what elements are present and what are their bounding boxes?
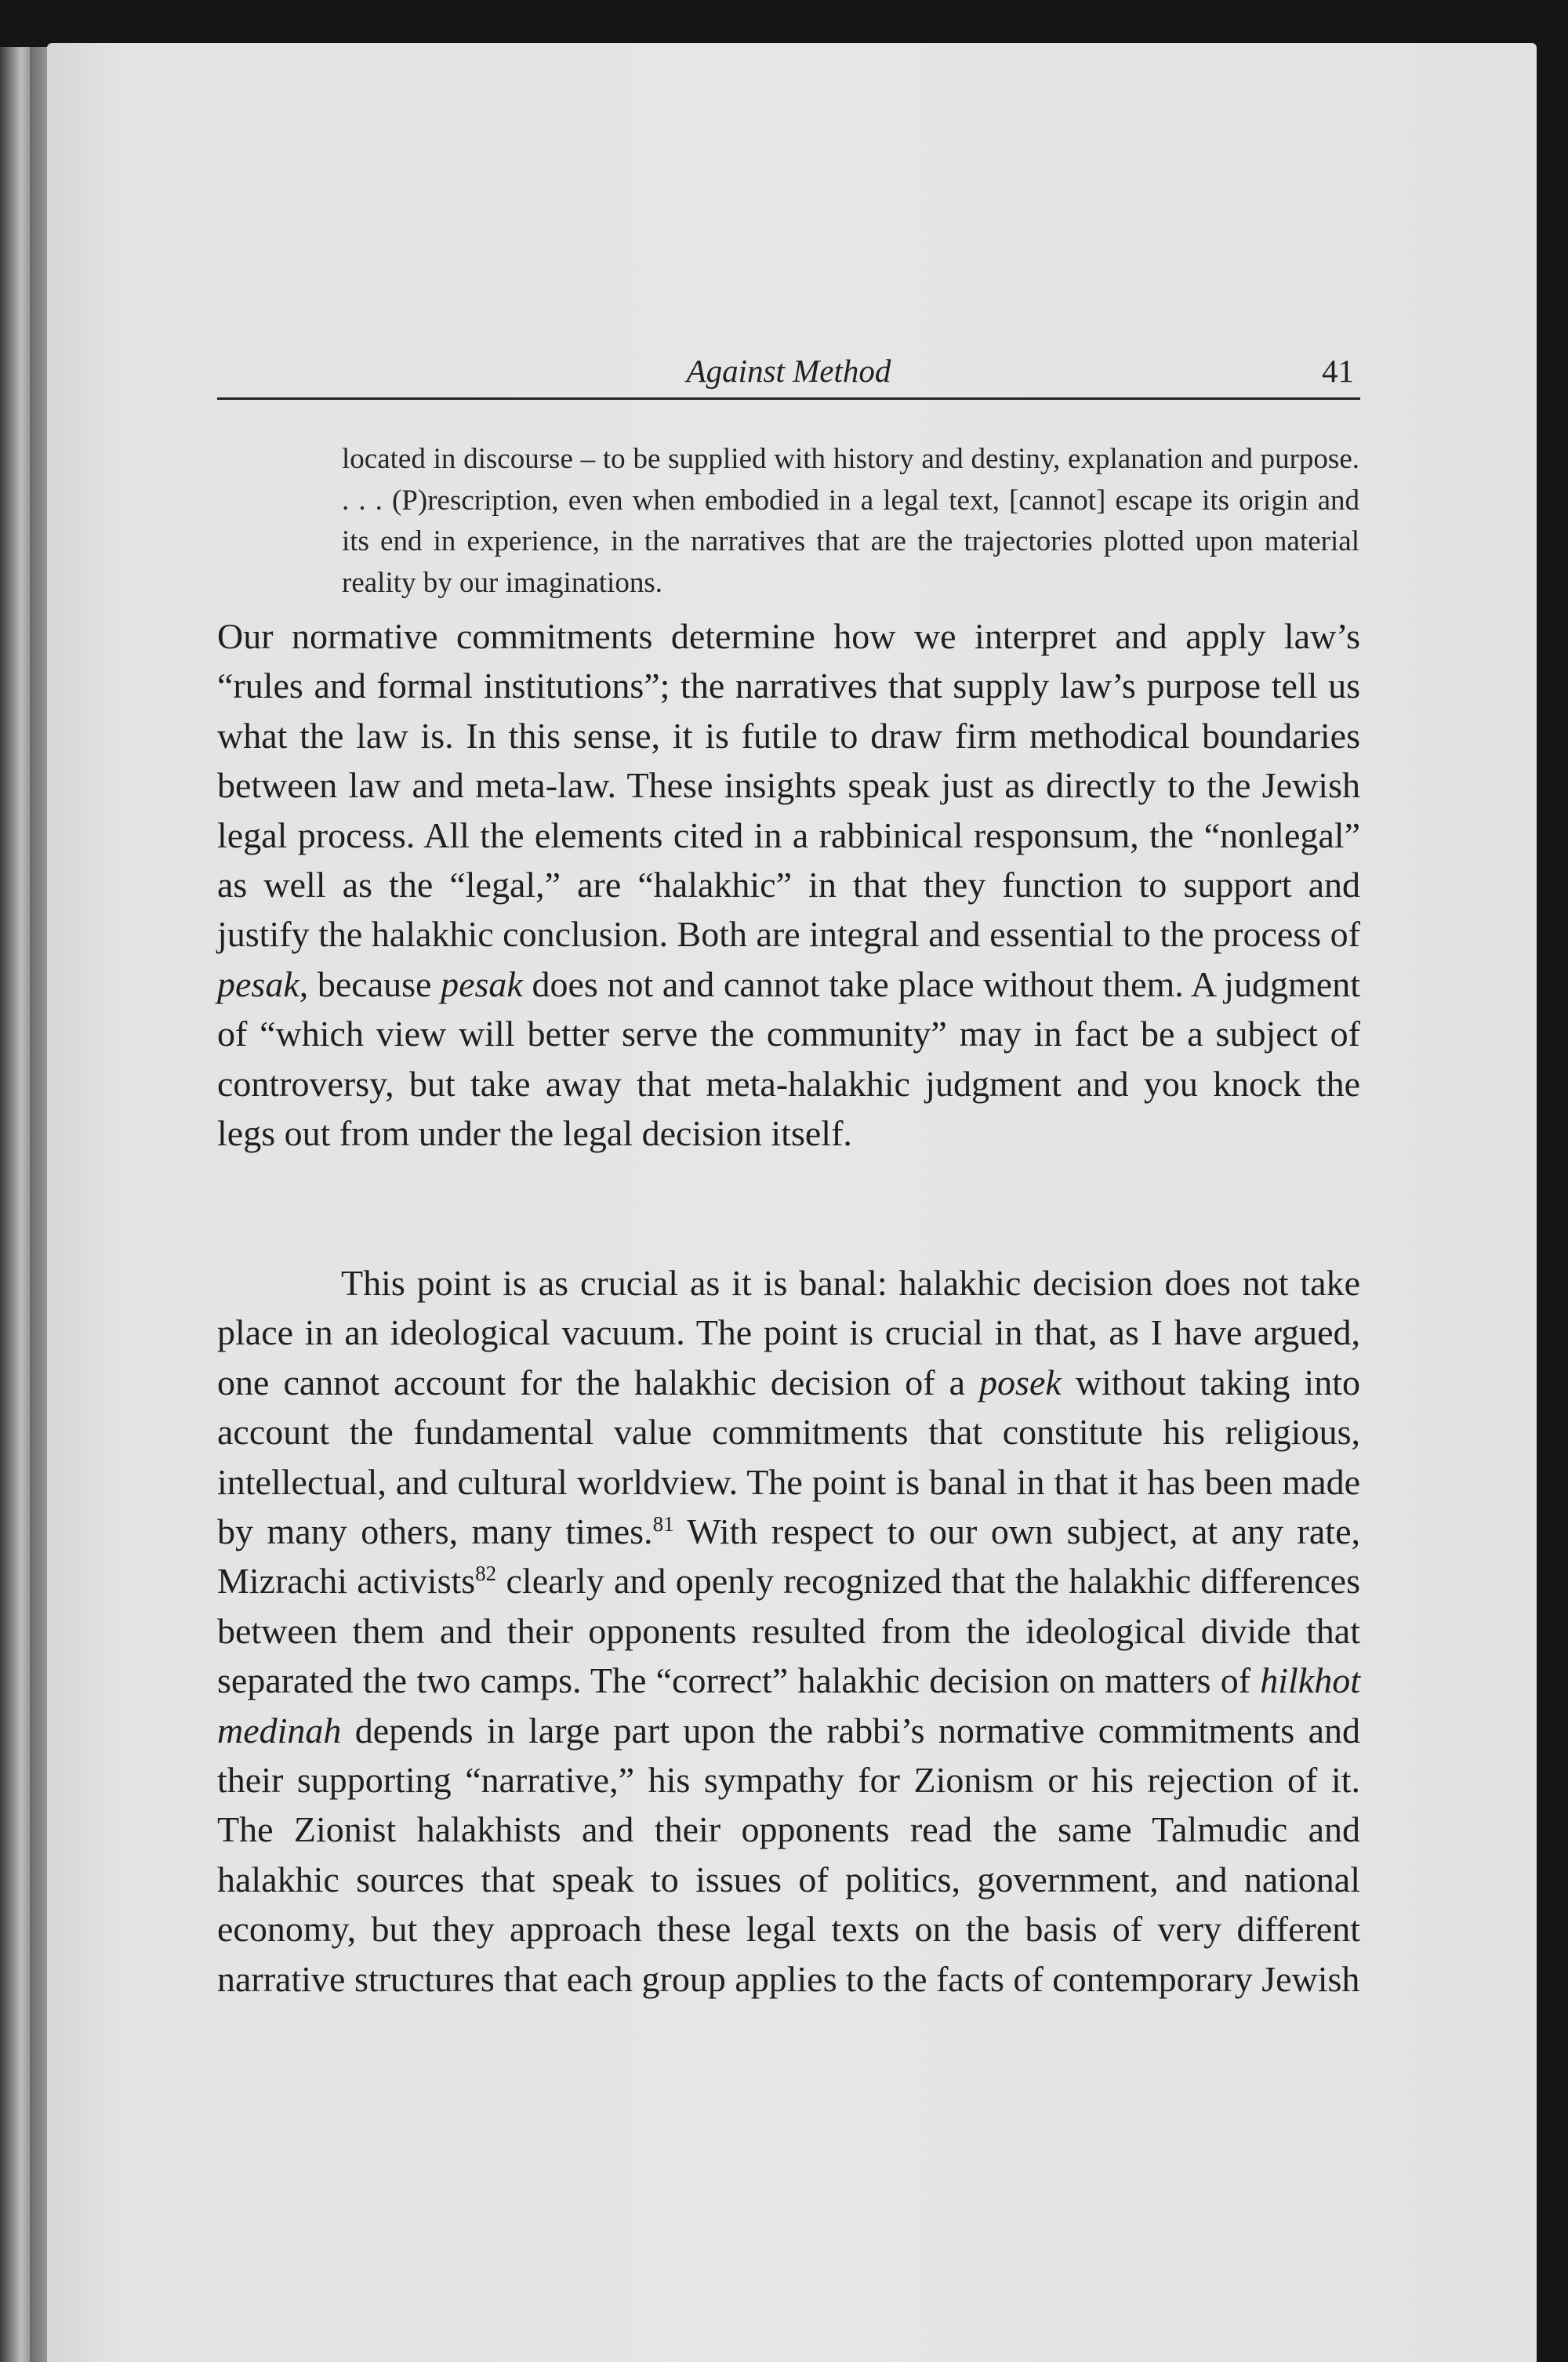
body-paragraph-2 [217,1258,1360,2004]
text-run: With respect to our own subject, at any rate, Mizrachi activists [217,1511,1360,1602]
italic-term: hilkhot medinah [217,1660,1360,1751]
text-run: does not and cannot take place without them. A judgment of “which view will better serve the community” may in fact be a subject of controversy, but take away that meta-halakhic judgment and you knock the legs out from under the legal decision itself. [217,963,1360,1154]
running-title: Against Method [686,353,891,389]
book-page [47,43,1537,2362]
italic-term: pesak [217,963,299,1004]
body-paragraph-1 [217,611,1360,1158]
text-run: Our normative commitments determine how we interpret and apply law’s “rules and formal institutions”; the narratives that supply law’s purpose tell us what the law is. In this sense, it is futile to draw firm methodical boundaries between law and meta-law. These insights speak just as directly to the Jewish legal process. All the elements cited in a rabbinical responsum, the “nonlegal” as well as the “legal,” are “halakhic” in that they function to support and justify the halakhic conclusion. Both are integral and essential to the process of [217,616,1360,955]
page-number: 41 [1322,353,1354,389]
footnote-ref-82: 82 [475,1562,497,1586]
block-quote: located in discourse – to be supplied with history and destiny, explanation and purpose. . . . (P)rescription, even when embodied in a legal text, [cannot] escape its origin and its end in experience, in the narratives that are the trajectories plotted upon material reality by our imaginations. [342,443,1359,599]
footnote-ref-81: 81 [652,1512,674,1537]
italic-term: posek [979,1362,1062,1402]
italic-term: pesak [441,963,523,1004]
text-run: , because [299,963,441,1004]
running-header [217,350,1360,400]
text-run: depends in large part upon the rabbi’s normative commitments and their supporting “narrative,” his sympathy for Zionism or his rejection of it. The Zionist halakhists and their opponents read the same Talmudic and halakhic sources that speak to issues of politics, government, and national economy, but they approach these legal texts on the basis of very different narrative structures that each group applies to the facts of contemporary Jewish [217,1710,1360,1999]
text-run: without taking into account the fundamental value commitments that constitute his religious, intellectual, and cultural worldview. The point is banal in that it has been made by many others, many times. [217,1362,1360,1552]
left-page-edge [0,47,30,2362]
text-run: This point is as crucial as it is banal: halakhic decision does not take place in an ideological vacuum. The point is crucial in that, as I have argued, one cannot account for the halakhic decision of a [217,1263,1360,1402]
text-run: clearly and openly recognized that the halakhic differences between them and their opponents resulted from the ideological divide that separated the two camps. The “correct” halakhic decision on matters of [217,1561,1360,1701]
